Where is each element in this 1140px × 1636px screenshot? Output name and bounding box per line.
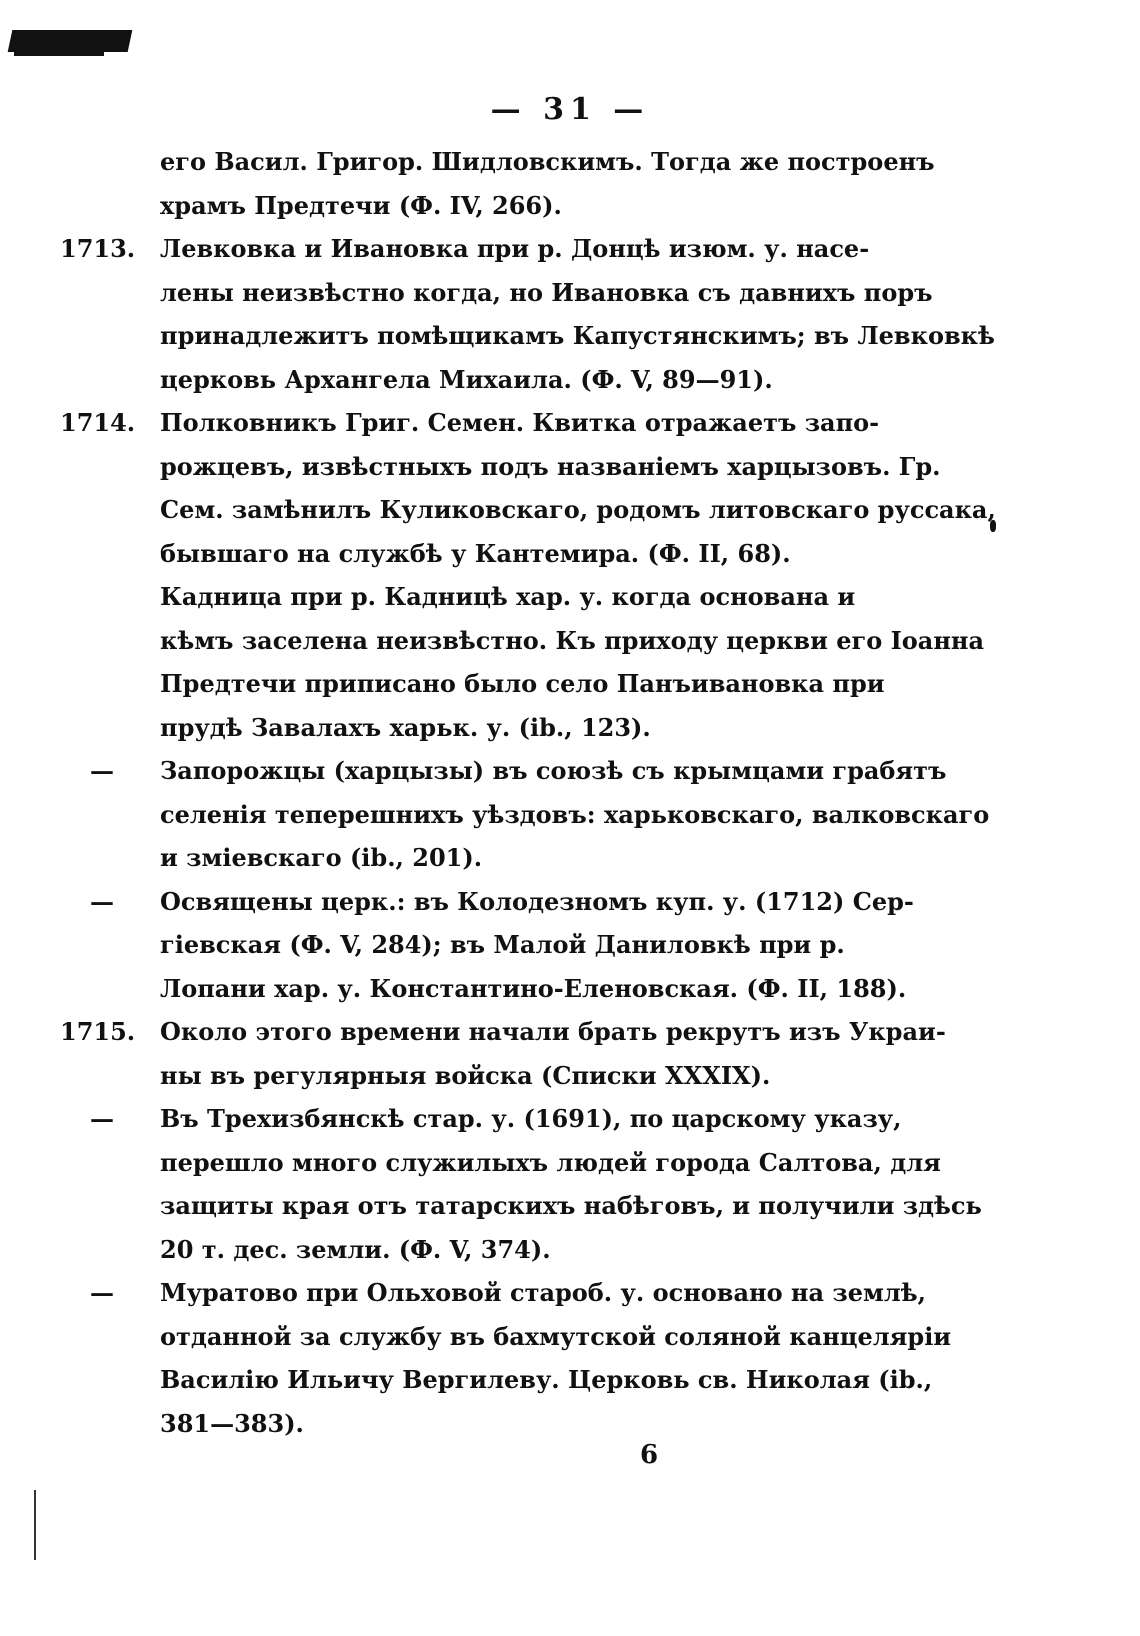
text-line [60,1228,900,1272]
text-line [60,1184,982,1228]
line-text: храмъ Предтечи (Ф. IV, 266). [160,190,562,220]
line-text: прудѣ Завалахъ харьк. у. (ib., 123). [160,712,651,742]
text-line [60,1141,941,1185]
text-line [60,880,914,924]
text-line [60,662,900,706]
text-line [60,1097,900,1141]
line-text: Кадница при р. Кадницѣ хар. у. когда основана и [160,582,856,611]
entry-year: 1714. [60,408,136,437]
text-line [60,401,900,445]
line-text: рожцевъ, извѣстныхъ подъ названіемъ харцызовъ. Гр. [160,451,941,481]
entry-dash: — [90,1104,114,1133]
line-text: бывшаго на службѣ у Кантемира. (Ф. II, 68). [160,538,791,568]
line-text: селенія теперешнихъ уѣздовъ: харьковскаго, валковскаго [160,799,990,829]
text-line [60,445,941,489]
text-line [60,793,990,837]
entry-dash: — [90,756,114,785]
entry-dash: — [90,1278,114,1307]
line-text: 381—383). [160,1408,304,1438]
text-line [60,1358,933,1402]
line-text: Запорожцы (харцызы) въ союзѣ съ крымцами грабятъ [160,756,947,785]
text-line [60,967,907,1011]
scan-artifact-mark [8,30,133,52]
text-line [60,749,947,793]
page-header: — 31 — [490,92,650,127]
text-line [60,532,900,576]
line-text: Въ Трехизбянскѣ стар. у. (1691), по царскому указу, [160,1104,902,1133]
signature-mark-number: 6 [640,1440,659,1470]
line-text: Сем. замѣнилъ Куликовскаго, родомъ литовскаго руссака, [160,495,996,524]
line-text: Предтечи приписано было село Панъивановка при [160,669,885,698]
text-line [60,923,900,967]
line-text: ны въ регулярныя войска (Списки XXXIX). [160,1060,771,1090]
line-text: церковь Архангела Михаила. (Ф. V, 89—91). [160,364,773,394]
line-text: Около этого времени начали брать рекрутъ изъ Украи- [160,1017,946,1046]
text-line [60,227,900,271]
entry-dash: — [90,886,114,916]
line-text: его Васил. Григор. Шидловскимъ. Тогда же построенъ [160,147,935,176]
line-text: Лопани хар. у. Константино-Еленовская. (Ф. II, 188). [160,973,907,1003]
entry-year: 1713. [60,234,136,263]
text-line [60,1271,926,1315]
text-line [60,1315,952,1359]
line-text: Полковникъ Григ. Семен. Квитка отражаетъ запо- [160,408,880,437]
text-block [60,140,996,1445]
line-text: и зміевскаго (ib., 201). [160,843,483,872]
line-text: Левковка и Ивановка при р. Донцѣ изюм. у. насе- [160,234,870,263]
line-text: принадлежитъ помѣщикамъ Капустянскимъ; въ Левковкѣ [160,321,995,350]
text-line [60,1010,946,1054]
text-line [60,706,900,750]
text-line [60,1054,900,1098]
line-text: Василію Ильичу Вергилеву. Церковь св. Николая (ib., [160,1365,933,1394]
line-text: Освящены церк.: въ Колодезномъ куп. у. (1712) Сер- [160,886,914,916]
text-line [60,619,985,663]
line-text: перешло много служилыхъ людей города Салтова, для [160,1147,941,1177]
text-line [60,358,900,402]
line-text: 20 т. дес. земли. (Ф. V, 374). [160,1234,551,1264]
line-text: кѣмъ заселена неизвѣстно. Къ приходу церкви его Іоанна [160,625,985,655]
text-line [60,314,995,358]
entry-year: 1715. [60,1017,136,1046]
line-text: отданной за службу въ бахмутской соляной канцеляріи [160,1321,952,1351]
line-text: защиты края отъ татарскихъ набѣговъ, и получили здѣсь [160,1191,982,1220]
scan-margin-line [34,1490,36,1560]
text-line [60,271,933,315]
line-text: гіевская (Ф. V, 284); въ Малой Даниловкѣ при р. [160,930,845,959]
text-line [60,575,900,619]
text-line [60,488,996,532]
text-line [60,184,900,228]
text-line [60,1402,900,1446]
text-line [60,140,935,184]
line-text: лены неизвѣстно когда, но Ивановка съ давнихъ поръ [160,277,933,307]
text-line [60,836,900,880]
line-text: Муратово при Ольховой староб. у. основано на землѣ, [160,1278,926,1307]
scan-artifact-mark [14,50,104,56]
